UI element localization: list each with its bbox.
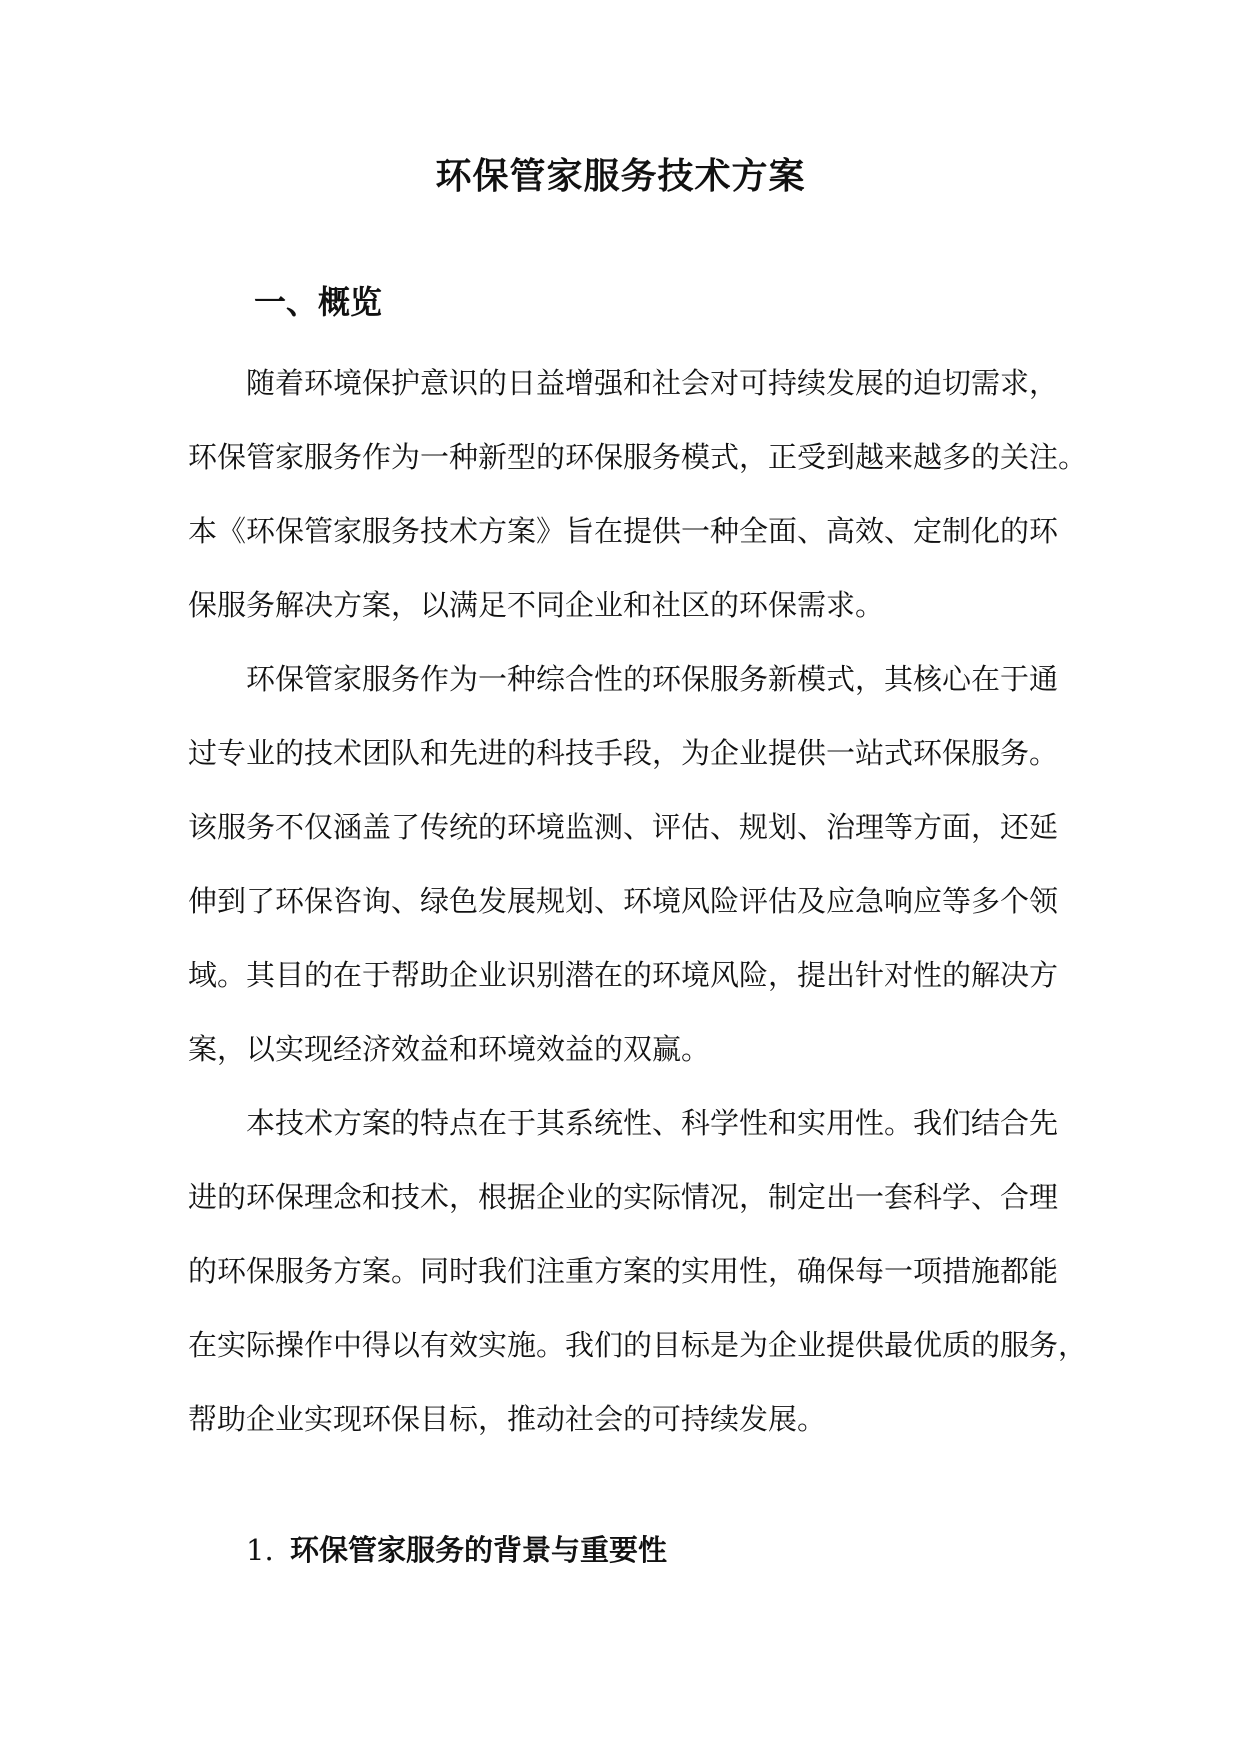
- paragraph-line: 帮助企业实现环保目标，推动社会的可持续发展。: [188, 1402, 827, 1436]
- paragraph-line: 过专业的技术团队和先进的科技手段，为企业提供一站式环保服务。: [188, 736, 1059, 770]
- paragraph-line: 保服务解决方案，以满足不同企业和社区的环保需求。: [188, 588, 885, 622]
- paragraph-line: 域。其目的在于帮助企业识别潜在的环境风险，提出针对性的解决方: [188, 958, 1059, 992]
- subsection-title: 环保管家服务的背景与重要性: [290, 1533, 668, 1567]
- subsection-heading: [246, 1528, 667, 1572]
- paragraph-2: [188, 642, 1058, 1086]
- subsection-number: 1.: [246, 1533, 274, 1567]
- paragraph-line: 本《环保管家服务技术方案》旨在提供一种全面、高效、定制化的环: [188, 514, 1059, 548]
- paragraph-line: 案，以实现经济效益和环境效益的双赢。: [188, 1032, 711, 1066]
- paragraph-1: [188, 346, 1088, 642]
- paragraph-line: 本技术方案的特点在于其系统性、科学性和实用性。我们结合先: [246, 1106, 1059, 1140]
- section-heading: 一、概览: [254, 283, 383, 321]
- paragraph-line: 在实际操作中得以有效实施。我们的目标是为企业提供最优质的服务，: [188, 1328, 1088, 1362]
- paragraph-line: 该服务不仅涵盖了传统的环境监测、评估、规划、治理等方面，还延: [188, 810, 1059, 844]
- document-title: 环保管家服务技术方案: [435, 155, 806, 197]
- paragraph-line: 伸到了环保咨询、绿色发展规划、环境风险评估及应急响应等多个领: [188, 884, 1059, 918]
- paragraph-line: 环保管家服务作为一种综合性的环保服务新模式，其核心在于通: [246, 662, 1059, 696]
- paragraph-line: 的环保服务方案。同时我们注重方案的实用性，确保每一项措施都能: [188, 1254, 1059, 1288]
- paragraph-line: 随着环境保护意识的日益增强和社会对可持续发展的迫切需求，: [246, 366, 1059, 400]
- paragraph-line: 环保管家服务作为一种新型的环保服务模式，正受到越来越多的关注。: [188, 440, 1088, 474]
- paragraph-3: [188, 1086, 1088, 1456]
- paragraph-line: 进的环保理念和技术，根据企业的实际情况，制定出一套科学、合理: [188, 1180, 1059, 1214]
